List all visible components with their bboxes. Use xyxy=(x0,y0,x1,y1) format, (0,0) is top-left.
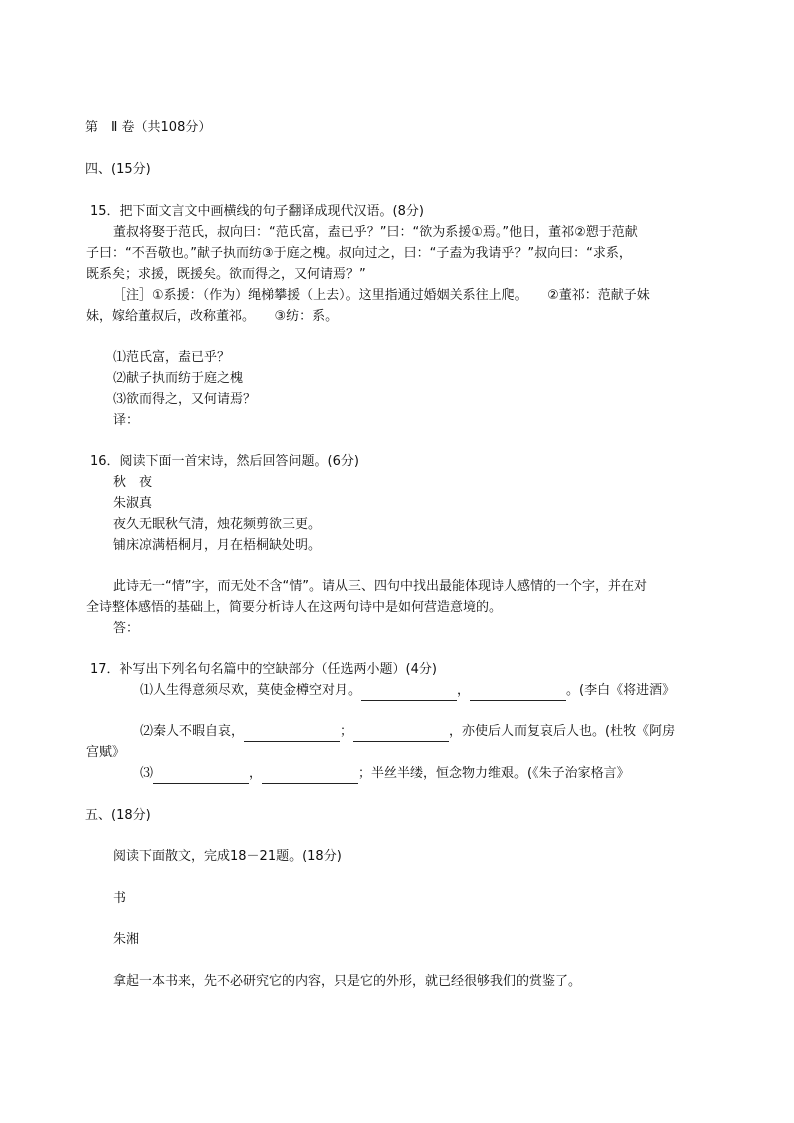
q16-stem: 16．阅读下面一首宋诗，然后回答问题。(6分) xyxy=(90,454,359,469)
q15-item: ⑴范氏富，盍已乎？ xyxy=(113,350,231,365)
q17-item-2-text: ⑵秦人不暇自哀， xyxy=(140,724,245,739)
part-title: 第 Ⅱ 卷（共108分） xyxy=(85,120,212,135)
poem-line: 铺床凉满梧桐月，月在梧桐缺处明。 xyxy=(113,538,322,553)
essay-author: 朱湘 xyxy=(113,932,140,947)
q17-item-1-source: 。(李白《将进酒》 xyxy=(566,683,676,698)
fill-blank[interactable] xyxy=(244,727,340,742)
q17-item-2-continuation: 宫赋》 xyxy=(86,745,126,760)
section-five-instruction: 阅读下面散文，完成18－21题。(18分) xyxy=(113,849,342,864)
essay-first-line: 拿起一本书来，先不必研究它的内容，只是它的外形，就已经很够我们的赏鉴了。 xyxy=(113,974,582,989)
fill-blank[interactable] xyxy=(470,686,566,701)
q17-item-2-text: ，亦使后人而复哀后人也。(杜牧《阿房 xyxy=(449,724,676,739)
punct: ， xyxy=(249,766,263,781)
fill-blank[interactable] xyxy=(353,727,449,742)
q17-item-3-text: ；半丝半缕，恒念物力维艰。(《朱子治家格言》 xyxy=(358,766,630,781)
q15-note: 妹，嫁给董叔后，改称董祁。 ③纺：系。 xyxy=(86,309,339,324)
q17-item-3 xyxy=(140,764,630,784)
q17-stem: 17．补写出下列名句名篇中的空缺部分（任选两小题）(4分) xyxy=(90,662,437,677)
punct: ， xyxy=(457,683,471,698)
q15-passage-line: 董叔将娶于范氏，叔向曰：“范氏富，盍已乎？”曰：“欲为系援①焉。”他日，董祁②愬于范献 xyxy=(113,225,638,240)
q16-answer-label: 答： xyxy=(113,621,140,636)
section-five-heading: 五、(18分) xyxy=(85,808,151,823)
q15-item: ⑵献子执而纺于庭之槐 xyxy=(113,371,244,386)
q17-item-1-text: ⑴人生得意须尽欢，莫使金樽空对月。 xyxy=(140,683,362,698)
q15-stem: 15．把下面文言文中画横线的句子翻译成现代汉语。(8分) xyxy=(90,204,424,219)
q17-item-3-text: ⑶ xyxy=(140,766,154,781)
q15-passage-line: 既系矣；求援，既援矣。欲而得之，又何请焉？” xyxy=(86,267,366,282)
poem-line: 夜久无眠秋气清，烛花频剪欲三更。 xyxy=(113,517,322,532)
q15-answer-label: 译： xyxy=(113,413,140,428)
q15-passage-line: 子曰：“不吾敬也。”献子执而纺③于庭之槐。叔向过之，曰：“子盍为我请乎？”叔向曰：“求系， xyxy=(86,246,632,261)
fill-blank[interactable] xyxy=(361,686,457,701)
q17-item-2 xyxy=(140,722,675,742)
q15-note: ［注］①系援：（作为）绳梯攀援（上去）。这里指通过婚姻关系往上爬。 ②董祁：范献子妹 xyxy=(113,288,650,303)
q17-item-1 xyxy=(140,681,675,701)
section-four-heading: 四、(15分) xyxy=(85,162,151,177)
punct: ； xyxy=(340,724,354,739)
fill-blank[interactable] xyxy=(262,769,358,784)
poem-author: 朱淑真 xyxy=(113,496,153,511)
fill-blank[interactable] xyxy=(153,769,249,784)
q16-question: 此诗无一“情”字，而无处不含“情”。请从三、四句中找出最能体现诗人感情的一个字，并在对 xyxy=(113,579,647,594)
q16-question: 全诗整体感悟的基础上，简要分析诗人在这两句诗中是如何营造意境的。 xyxy=(86,600,503,615)
q15-item: ⑶欲而得之，又何请焉？ xyxy=(113,392,257,407)
essay-title: 书 xyxy=(113,891,127,906)
poem-title: 秋 夜 xyxy=(113,475,153,490)
